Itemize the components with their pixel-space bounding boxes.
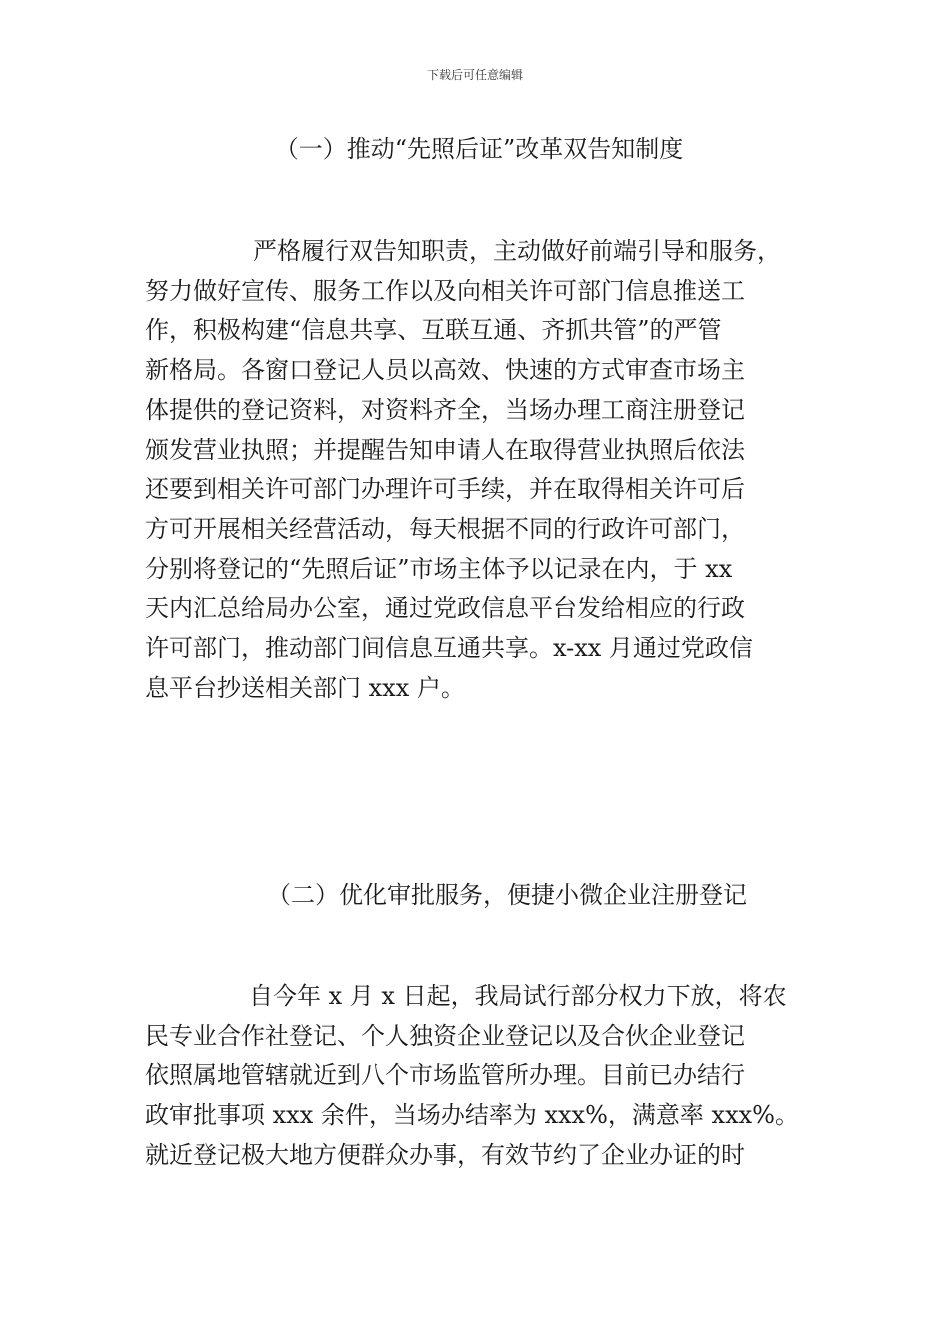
header-note: 下载后可任意编辑: [426, 68, 523, 82]
paragraph-line: 体提供的登记资料，对资料齐全，当场办理工商注册登记: [145, 395, 745, 424]
paragraph-line: 颁发营业执照；并提醒告知申请人在取得营业执照后依法: [145, 435, 745, 464]
paragraph-line: 自今年 x 月 x 日起，我局试行部分权力下放，将农: [249, 982, 787, 1010]
paragraph-line: 依照属地管辖就近到八个市场监管所办理。目前已办结行: [145, 1061, 745, 1090]
section-heading-1: （一）推动“先照后证”改革双告知制度: [274, 135, 684, 163]
paragraph-line: 就近登记极大地方便群众办事，有效节约了企业办证的时: [145, 1140, 745, 1169]
paragraph-line: 天内汇总给局办公室，通过党政信息平台发给相应的行政: [145, 594, 745, 623]
paragraph-line: 方可开展相关经营活动，每天根据不同的行政许可部门，: [145, 514, 745, 543]
paragraph-line: 许可部门，推动部门间信息互通共享。x-xx 月通过党政信: [145, 634, 753, 663]
paragraph-line: 息平台抄送相关部门 xxx 户。: [145, 673, 465, 702]
paragraph-line: 新格局。各窗口登记人员以高效、快速的方式审查市场主: [145, 356, 745, 385]
paragraph-line: 政审批事项 xxx 余件，当场办结率为 xxx%，满意率 xxx%。: [145, 1101, 799, 1130]
paragraph-line: 还要到相关许可部门办理许可手续，并在取得相关许可后: [145, 475, 745, 504]
paragraph-line: 民专业合作社登记、个人独资企业登记以及合伙企业登记: [145, 1021, 745, 1050]
paragraph-line: 严格履行双告知职责，主动做好前端引导和服务，: [253, 237, 781, 265]
section-heading-2: （二）优化审批服务，便捷小微企业注册登记: [267, 881, 747, 909]
section-paragraph-2: [145, 977, 825, 1176]
paragraph-line: 分别将登记的“先照后证”市场主体予以记录在内，于 xx: [145, 554, 733, 583]
paragraph-line: 作，积极构建“信息共享、互联互通、齐抓共管”的严管: [145, 316, 722, 345]
section-paragraph-1: [145, 232, 825, 708]
paragraph-line: 努力做好宣传、服务工作以及向相关许可部门信息推送工: [145, 276, 745, 305]
